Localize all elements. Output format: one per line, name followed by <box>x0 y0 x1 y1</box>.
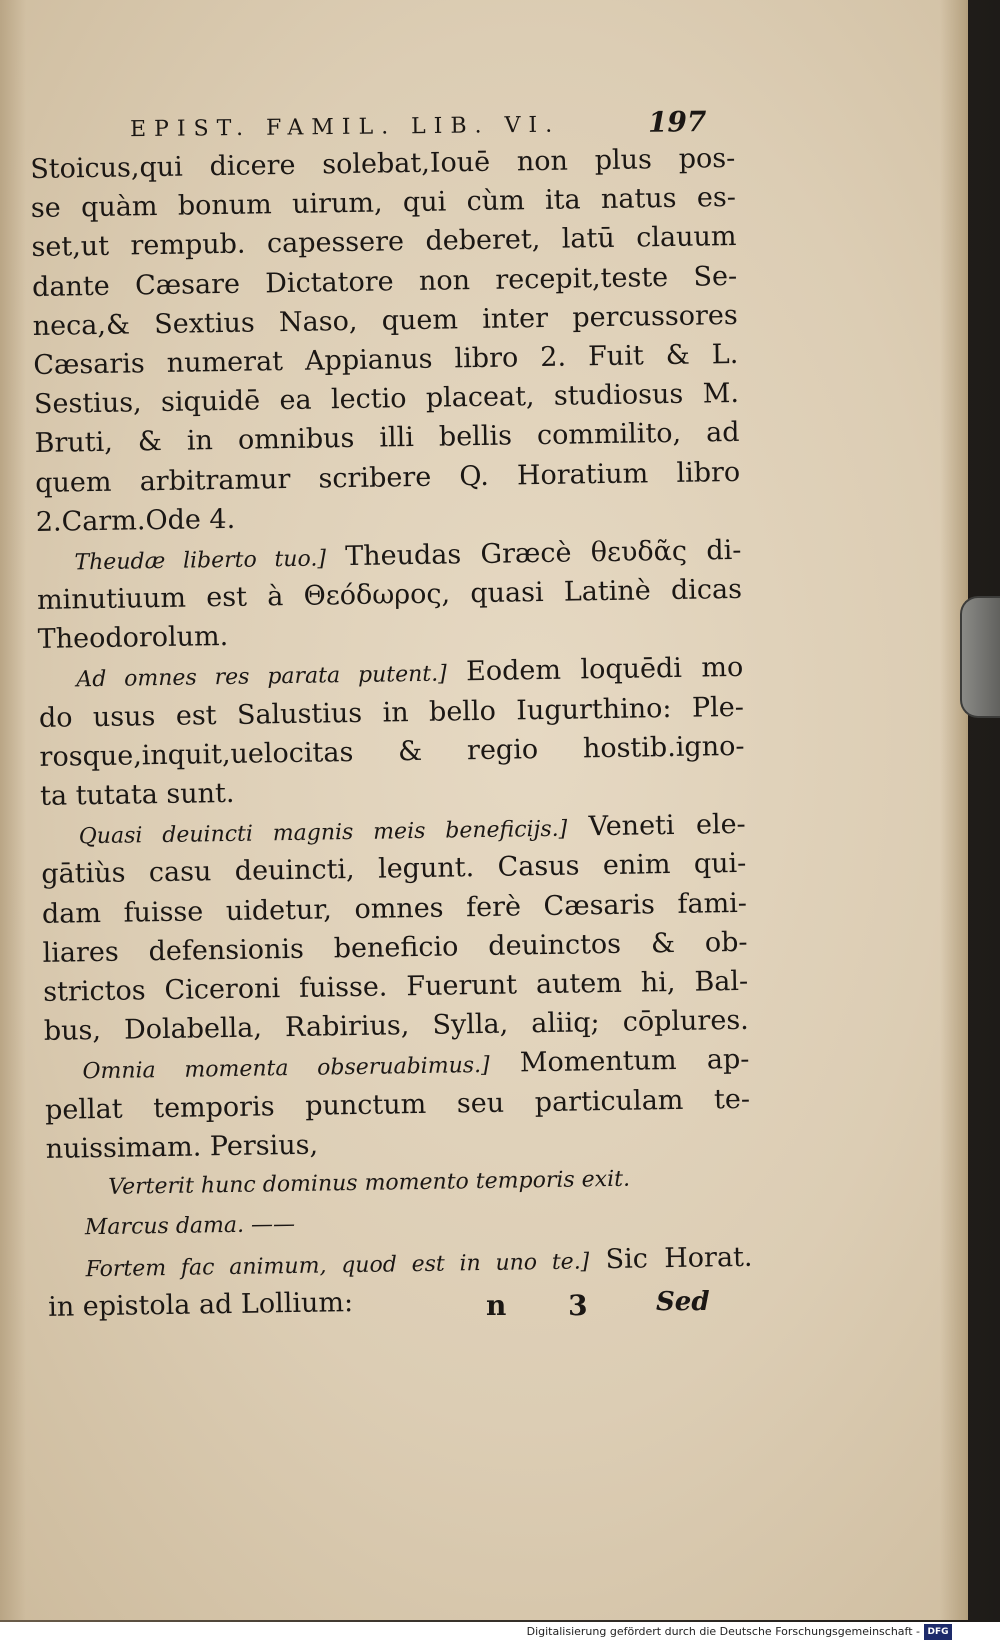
line-text: Stoicus,qui dicere solebat,Iouē non plus pos- <box>30 142 736 185</box>
line-text: quem arbitramur scribere Q. Horatium libro <box>34 456 741 499</box>
lemma: Fortem fac animum, quod est in uno te.] <box>85 1249 590 1283</box>
line-text: se quàm bonum uirum, qui cùm ita natus es- <box>30 182 737 225</box>
line-text: Momentum ap- <box>489 1044 750 1080</box>
lemma: Ad omnes res parata putent.] <box>76 661 447 693</box>
running-head-title: EPIST. FAMIL. LIB. VI. <box>129 112 561 143</box>
line-text: Eodem loquēdi mo <box>446 652 744 688</box>
line-text: nuissimam. Persius, <box>45 1129 319 1165</box>
line-text: 2.Carm.Ode 4. <box>35 503 236 538</box>
funding-credit: Digitalisierung gefördert durch die Deutsche Forschungsgemeinschaft - <box>526 1625 920 1638</box>
page-footer <box>486 1285 716 1325</box>
lemma: Omnia momenta obseruabimus.] <box>82 1053 490 1085</box>
line-text: bus, Dolabella, Rabirius, Sylla, aliiq; cōplures. <box>43 1004 750 1048</box>
line-text: Sestius, siquidē ea lectio placeat, studiosus M. <box>33 378 740 421</box>
page-body-text <box>30 139 753 1327</box>
line-text: Bruti, & in omnibus illi bellis commilito, ad <box>34 417 740 460</box>
line-text: pellat temporis punctum seu particulam te- <box>44 1083 751 1126</box>
line-text: set,ut rempub. capessere deberet, latū clauum <box>31 221 737 264</box>
signature-mark: n 3 <box>486 1289 614 1322</box>
line-text: liares defensionis beneficio deuinctos & ob- <box>42 926 748 969</box>
line-text: do usus est Salustius in bello Iugurthino: Ple- <box>38 691 745 734</box>
page-gutter-shadow <box>0 0 26 1620</box>
catchword: Sed <box>656 1287 710 1317</box>
line-text: minutiuum est à Θεόδωρος, quasi Latinè dicas <box>36 573 743 617</box>
line-text: neca,& Sextius Naso, quem inter percussores <box>32 299 738 342</box>
lemma: Theudæ liberto tuo.] <box>74 546 327 576</box>
line-text: dam fuisse uidetur, omnes ferè Cæsaris fami- <box>41 887 748 930</box>
line-text: gātiùs casu deuincti, legunt. Casus enim qui- <box>41 848 747 891</box>
dfg-logo: DFG <box>924 1624 952 1640</box>
line-text: Theodorolum. <box>37 621 229 656</box>
page-number: 197 <box>647 105 707 139</box>
line-text: ta tutata sunt. <box>39 777 235 812</box>
line-text: Theudas Græcè θευδᾶς di- <box>325 534 742 573</box>
line-text: rosque,inquit,uelocitas & regio hostib.igno- <box>39 730 745 773</box>
line-text: strictos Ciceroni fuisse. Fuerunt autem hi, Bal- <box>42 965 749 1008</box>
page-fore-edge <box>940 0 968 1620</box>
line-text: dante Cæsare Dictatore non recepit,teste Se- <box>31 260 738 303</box>
line-text: Sic Horat. <box>589 1241 753 1276</box>
book-clasp <box>960 596 1000 718</box>
credit-bar <box>0 1622 1000 1643</box>
line-text: Cæsaris numerat Appianus libro 2. Fuit & L. <box>33 338 739 381</box>
verse-quotation: Marcus dama. —— <box>84 1211 296 1241</box>
verse-quotation: Verterit hunc dominus momento temporis exit. <box>108 1166 631 1200</box>
line-text: in epistola ad Lollium: <box>47 1287 354 1323</box>
lemma: Quasi deuincti magnis meis beneficijs.] <box>78 816 568 850</box>
line-text: Veneti ele- <box>566 809 746 843</box>
